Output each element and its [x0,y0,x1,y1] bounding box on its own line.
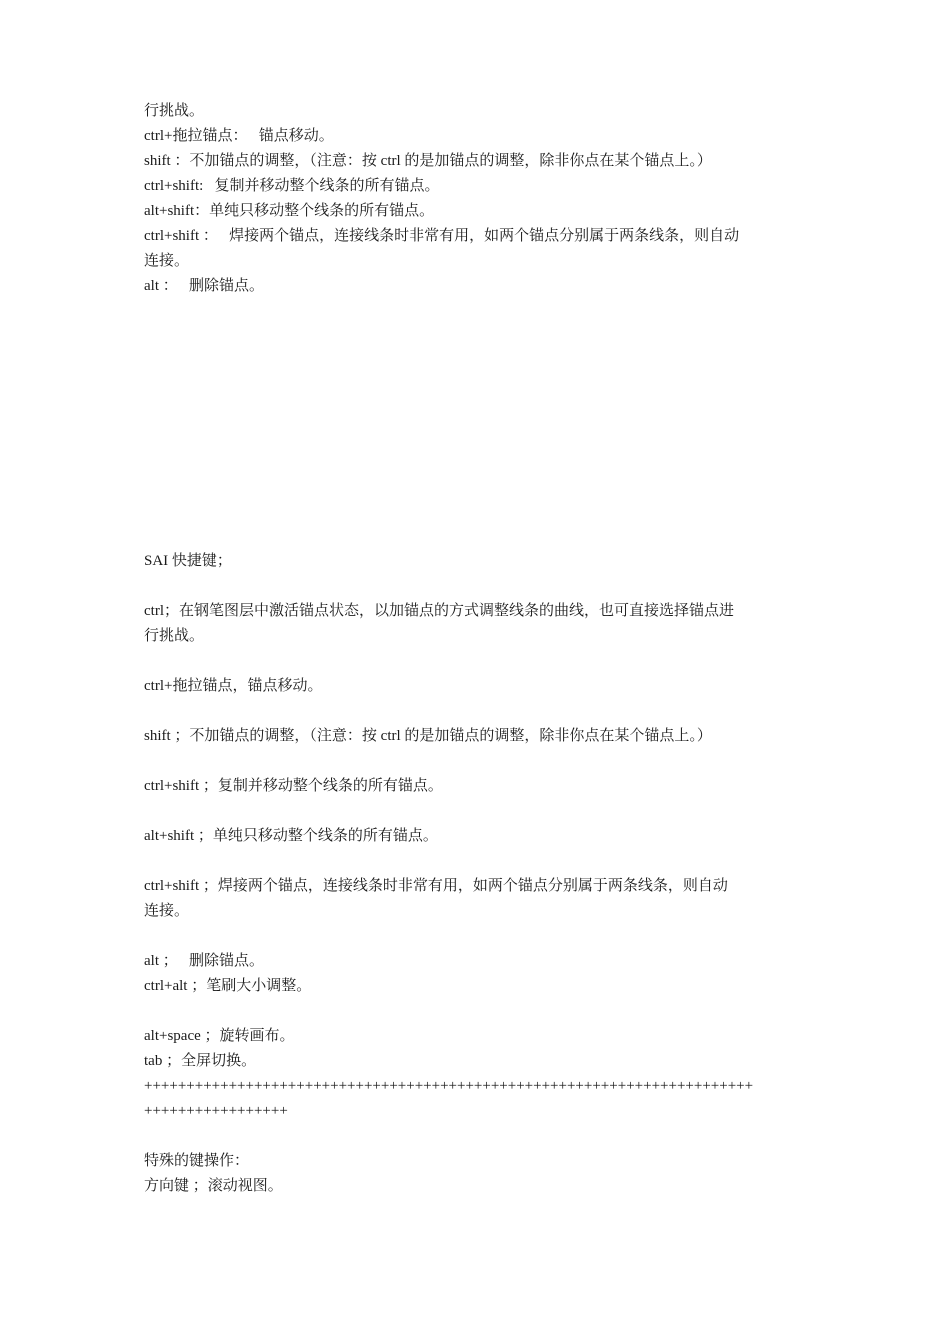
text-line: ctrl；在钢笔图层中激活锚点状态，以加锚点的方式调整线条的曲线，也可直接选择锚点进 [144,603,734,619]
text-line: alt+shift ；单纯只移动整个线条的所有锚点。 [144,828,438,844]
separator-line: ++++++++++++++++++++++++++++++++++++++++++++++++++++++++++++++++++++++++ [144,1078,754,1094]
text-line: alt ： 删除锚点。 [144,278,264,294]
text-line: 方向键 ；滚动视图。 [144,1178,283,1194]
text-line: alt+space ；旋转画布。 [144,1028,295,1044]
spacer [144,649,814,674]
text-line: 连接。 [144,903,190,919]
spacer [144,574,814,599]
text-line: tab ；全屏切换。 [144,1053,257,1069]
section-title: SAI 快捷键； [144,553,232,569]
text-line: 连接。 [144,253,190,269]
spacer [144,924,814,949]
text-line: ctrl+shift ；焊接两个锚点，连接线条时非常有用，如两个锚点分别属于两条线条，则自动 [144,878,728,894]
spacer [144,849,814,874]
spacer [144,749,814,774]
text-line: ctrl+拖拉锚点，锚点移动。 [144,678,323,694]
spacer [144,799,814,824]
text-line: ctrl+shift ；复制并移动整个线条的所有锚点。 [144,778,443,794]
text-line: alt+shift：单纯只移动整个线条的所有锚点。 [144,203,435,219]
text-line: ctrl+alt ；笔刷大小调整。 [144,978,312,994]
text-line: ctrl+shift: 复制并移动整个线条的所有锚点。 [144,178,440,194]
spacer [144,699,814,724]
special-keys-title: 特殊的键操作： [144,1153,250,1169]
text-line: ctrl+shift ： 焊接两个锚点，连接线条时非常有用，如两个锚点分别属于两条线条，则自动 [144,228,740,244]
text-line: shift ：不加锚点的调整，（注意：按 ctrl 的是加锚点的调整，除非你点在某个锚点上。） [144,153,712,169]
separator-line: +++++++++++++++++ [144,1103,288,1119]
text-line: shift ；不加锚点的调整，（注意：按 ctrl 的是加锚点的调整，除非你点在某个锚点上。） [144,728,712,744]
text-line: 行挑战。 [144,628,205,644]
spacer [144,1124,814,1149]
spacer [144,999,814,1024]
text-line: 行挑战。 [144,103,205,119]
text-line: ctrl+拖拉锚点： 锚点移动。 [144,128,334,144]
text-line: alt ； 删除锚点。 [144,953,264,969]
sai-shortcut-section [144,549,814,1199]
top-shortcut-section [144,99,814,299]
